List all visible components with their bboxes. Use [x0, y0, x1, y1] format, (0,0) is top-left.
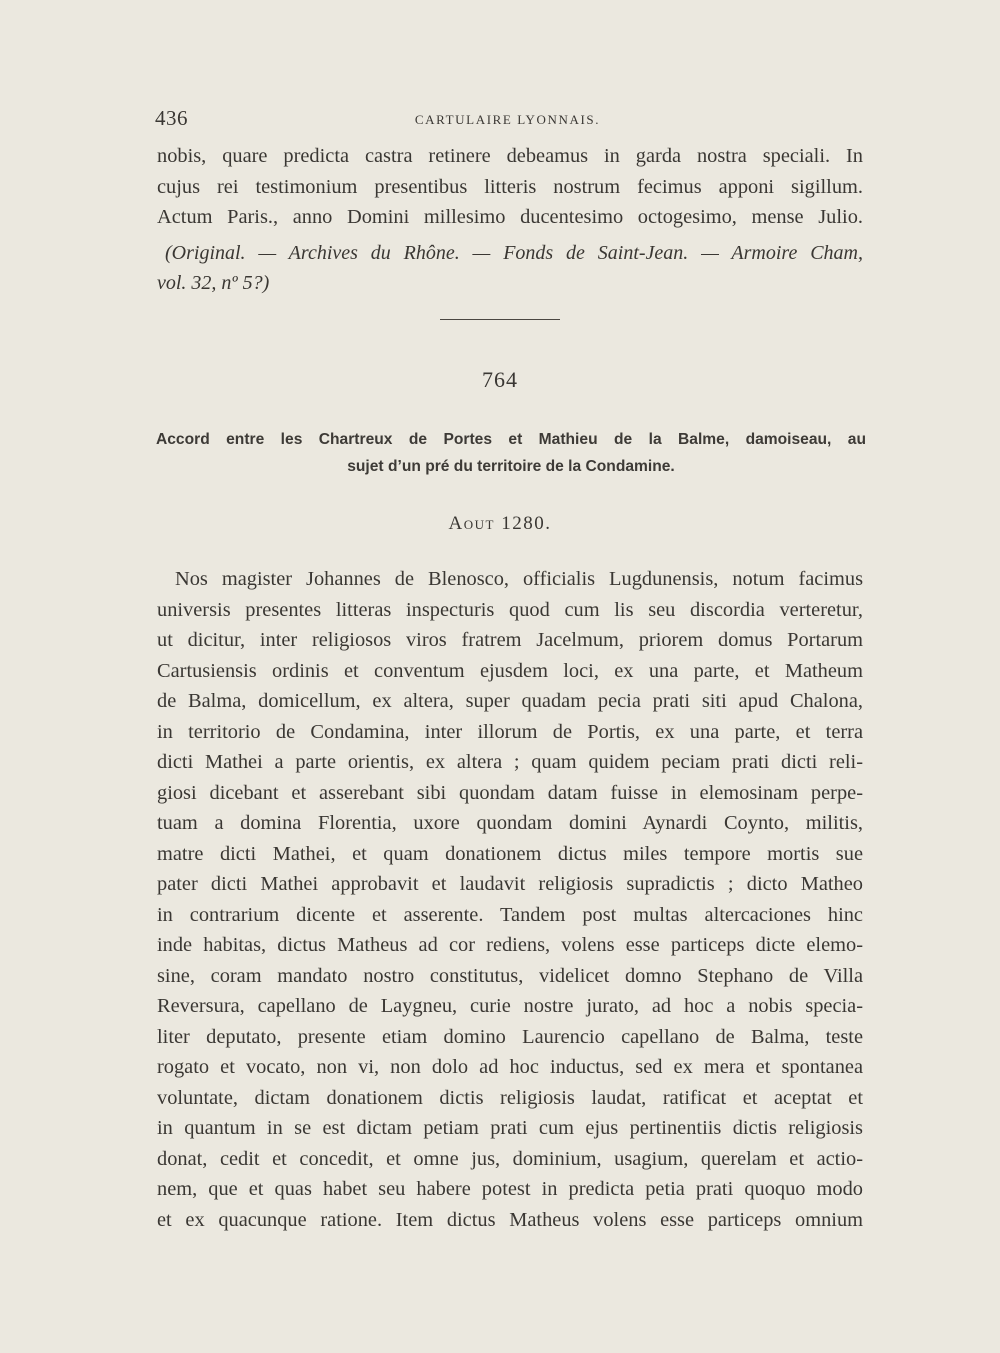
text-line: tuam a domina Florentia, uxore quondam domini Aynardi Coynto, militis, [157, 812, 863, 834]
text-line: in quantum in se est dictam petiam prati cum ejus pertinentiis dictis religiosis [157, 1117, 863, 1139]
text-line: in territorio de Condamina, inter illorum de Portis, ex una parte, et terra [157, 720, 863, 743]
running-title: CARTULAIRE LYONNAIS. [414, 112, 601, 127]
source-note [157, 238, 863, 298]
text-line: matre dicti Mathei, et quam donationem dictus miles tempore mortis sue [157, 842, 863, 865]
title-line: Accord entre les Chartreux de Portes et Mathieu de la Balme, damoiseau, au [156, 431, 866, 448]
text-line: Reversura, capellano de Laygneu, curie nostre jurato, ad hoc a nobis specia- [157, 995, 863, 1017]
text-line: ut dicitur, inter religiosos viros fratrem Jacelmum, priorem domus Portarum [157, 629, 863, 651]
source-line: vol. 32, nº 5?) [157, 272, 270, 294]
charter-body [157, 564, 863, 1235]
text-line: sine, coram mandato nostro constitutus, videlicet domno Stephano de Villa [157, 964, 863, 987]
text-line: dicti Mathei a parte orientis, ex altera ; quam quidem peciam prati dicti reli- [157, 751, 863, 773]
page-number: 436 [155, 106, 188, 130]
text-line: nem, que et quas habet seu habere potest in predicta petia prati quoquo modo [157, 1178, 863, 1200]
text-line: liter deputato, presente etiam domino Laurencio capellano de Balma, teste [157, 1025, 863, 1048]
text-line: Cartusiensis ordinis et conventum ejusdem loci, ex una parte, et Matheum [157, 659, 863, 682]
text-line: universis presentes litteras inspecturis quod cum lis seu discordia verteretur, [157, 598, 863, 621]
charter-title [156, 426, 866, 480]
text-line: Actum Paris., anno Domini millesimo ducentesimo octogesimo, mense Julio. [157, 206, 863, 228]
text-line: cujus rei testimonium presentibus litteris nostrum fecimus apponi sigillum. [157, 175, 863, 198]
title-line: sujet d’un pré du territoire de la Condamine. [347, 458, 675, 475]
charter-date: Aout 1280. [448, 513, 552, 534]
charter-number: 764 [482, 367, 518, 392]
section-divider [440, 319, 560, 320]
text-line: in contrarium dicente et asserente. Tandem post multas altercaciones hinc [157, 903, 863, 926]
page-header [155, 106, 860, 136]
text-line: voluntate, dictam donationem dictis religiosis laudat, ratificat et aceptat et [157, 1086, 863, 1109]
text-line: giosi dicebant et asserebant sibi quondam datam fuisse in elemosinam perpe- [157, 781, 863, 804]
text-line: rogato et vocato, non vi, non dolo ad hoc inductus, sed ex mera et spontanea [157, 1056, 863, 1078]
source-line: (Original. — Archives du Rhône. — Fonds de Saint-Jean. — Armoire Cham, [165, 242, 863, 264]
text-line: nobis, quare predicta castra retinere debeamus in garda nostra speciali. In [157, 145, 863, 167]
text-line: donat, cedit et concedit, et omne jus, dominium, usagium, querelam et actio- [157, 1147, 863, 1170]
continuation-paragraph [157, 141, 863, 233]
text-line: et ex quacunque ratione. Item dictus Matheus volens esse particeps omnium [157, 1208, 863, 1231]
text-line: pater dicti Mathei approbavit et laudavit religiosis supradictis ; dicto Matheo [157, 873, 863, 895]
text-line: inde habitas, dictus Matheus ad cor rediens, volens esse particeps dicte elemo- [157, 934, 863, 956]
text-line: Nos magister Johannes de Blenosco, officialis Lugdunensis, notum facimus [175, 568, 863, 590]
text-line: de Balma, domicellum, ex altera, super quadam pecia prati siti apud Chalona, [157, 690, 863, 712]
